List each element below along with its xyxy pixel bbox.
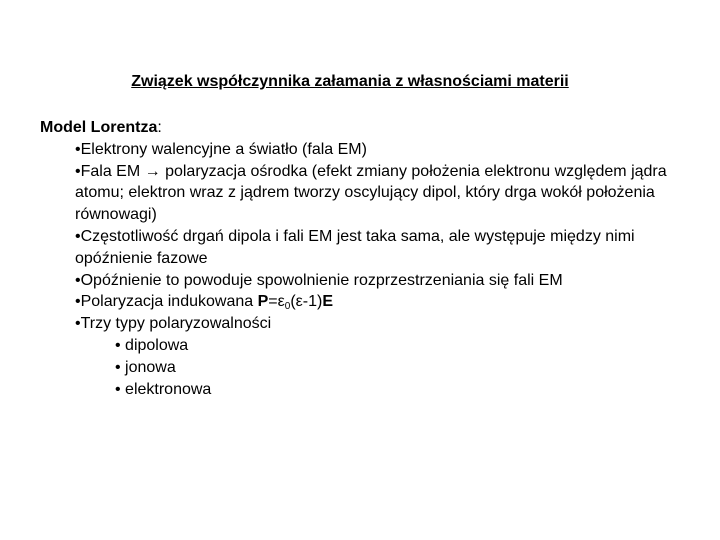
slide-body (40, 117, 680, 400)
model-heading-line (40, 117, 680, 139)
epsilon-subscript: 0 (284, 301, 291, 313)
type-item: • jonowa (115, 358, 176, 376)
polarization-symbol-e: E (322, 293, 333, 311)
polarization-symbol-p: P (257, 293, 269, 311)
polarization-eq-end: (ε-1) (290, 293, 323, 311)
bullet-item: •Fala EM → polaryzacja ośrodka (efekt zmiany położenia elektronu względem jądra atomu; elektron wraz z jądrem tworzy oscylujący dipol, który drga wokół położenia równowagi) (75, 162, 667, 224)
polarization-eq-start: =ε (268, 293, 285, 311)
model-heading: Model Lorentza (40, 119, 158, 136)
bullet-item: •Częstotliwość drgań dipola i fali EM jest taka sama, ale występuje między nimi opóźnienie fazowe (75, 227, 635, 267)
type-item: • dipolowa (115, 336, 189, 354)
type-item: • elektronowa (115, 380, 212, 398)
bullet-item: •Opóźnienie to powoduje spowolnienie rozprzestrzeniania się fali EM (75, 271, 563, 289)
polarization-bullet (40, 291, 680, 313)
model-heading-colon: : (157, 119, 162, 136)
bullet-item: •Elektrony walencyjne a światło (fala EM) (75, 140, 367, 158)
slide-title: Związek współczynnika załamania z własnościami materii (131, 73, 569, 90)
types-heading: •Trzy typy polaryzowalności (75, 315, 272, 333)
polarization-prefix: •Polaryzacja indukowana (75, 293, 258, 311)
